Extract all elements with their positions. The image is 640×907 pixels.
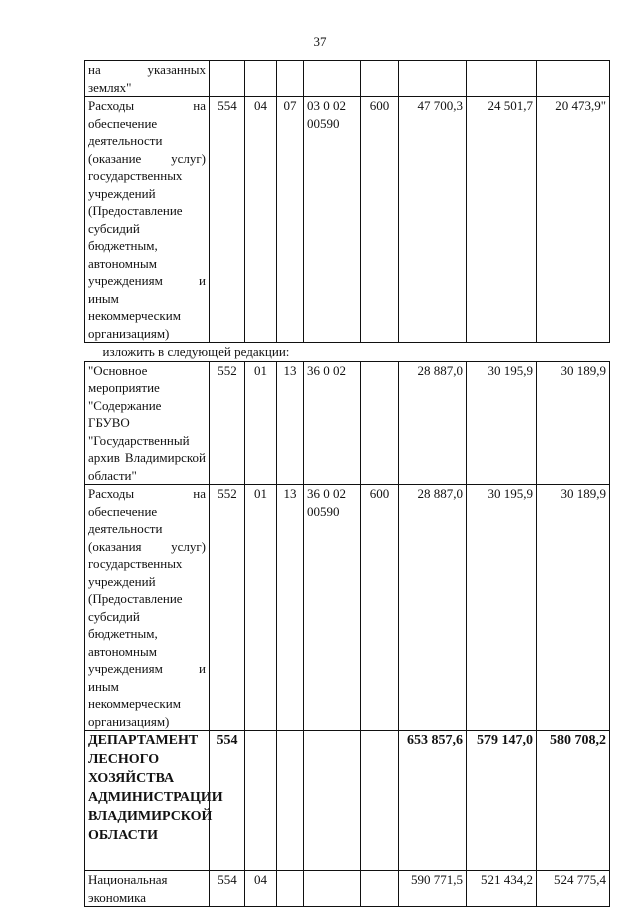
grbs-cell: 554 (210, 731, 245, 871)
year2-value: 579 147,0 (467, 731, 537, 871)
instruction-text: изложить в следующей редакции: (102, 344, 290, 359)
vr-cell: 600 (361, 97, 399, 343)
csr-cell: 36 0 02 (304, 361, 361, 485)
csr-cell (304, 871, 361, 907)
year2-value: 24 501,7 (467, 97, 537, 343)
year3-value: 30 189,9 (537, 485, 610, 731)
pr-cell (277, 871, 304, 907)
year1-value: 653 857,6 (399, 731, 467, 871)
vr-cell: 600 (361, 485, 399, 731)
row-name: "Основное мероприятие "Содержание ГБУВО "Государственный архив Владимирской области" (85, 361, 210, 485)
csr-cell: 36 0 02 00590 (304, 485, 361, 731)
row-name: Расходы на обеспечение деятельности (оказание услуг) государственных учреждений (Предоставление субсидий бюджетным, автономным учреждениям и иным некоммерческим организациям) (85, 97, 210, 343)
pr-cell: 07 (277, 97, 304, 343)
row-name: ДЕПАРТАМЕНТ ЛЕСНОГО ХОЗЯЙСТВА АДМИНИСТРАЦИИ ВЛАДИМИРСКОЙ ОБЛАСТИ (85, 731, 210, 871)
row-name: Национальная экономика (85, 871, 210, 907)
year1-value: 590 771,5 (399, 871, 467, 907)
year1-value: 28 887,0 (399, 485, 467, 731)
year3-value (537, 61, 610, 97)
csr-cell: 03 0 02 00590 (304, 97, 361, 343)
budget-table (84, 60, 610, 907)
table-row (85, 731, 610, 871)
table-row (85, 361, 610, 485)
rz-cell: 01 (245, 361, 277, 485)
rz-cell (245, 731, 277, 871)
page-number: 37 (313, 34, 327, 49)
pr-cell (277, 731, 304, 871)
vr-cell (361, 871, 399, 907)
grbs-cell (210, 61, 245, 97)
year3-value: 524 775,4 (537, 871, 610, 907)
pr-cell: 13 (277, 361, 304, 485)
table-row (85, 97, 610, 343)
instruction-row (85, 343, 610, 362)
year1-value: 47 700,3 (399, 97, 467, 343)
year2-value: 30 195,9 (467, 361, 537, 485)
rz-cell (245, 61, 277, 97)
year2-value: 30 195,9 (467, 485, 537, 731)
year3-value: 20 473,9" (537, 97, 610, 343)
grbs-cell: 554 (210, 97, 245, 343)
table-row (85, 61, 610, 97)
table-row (85, 485, 610, 731)
rz-cell: 04 (245, 871, 277, 907)
pr-cell: 13 (277, 485, 304, 731)
year3-value: 580 708,2 (537, 731, 610, 871)
year1-value: 28 887,0 (399, 361, 467, 485)
year2-value: 521 434,2 (467, 871, 537, 907)
row-name: Расходы на обеспечение деятельности (оказания услуг) государственных учреждений (Предоставление субсидий бюджетным, автономным учреждениям и иным некоммерческим организациям) (85, 485, 210, 731)
csr-cell (304, 731, 361, 871)
pr-cell (277, 61, 304, 97)
rz-cell: 01 (245, 485, 277, 731)
vr-cell (361, 61, 399, 97)
grbs-cell: 552 (210, 485, 245, 731)
grbs-cell: 554 (210, 871, 245, 907)
grbs-cell: 552 (210, 361, 245, 485)
vr-cell (361, 731, 399, 871)
vr-cell (361, 361, 399, 485)
year3-value: 30 189,9 (537, 361, 610, 485)
row-name: на указанных землях" (85, 61, 210, 97)
csr-cell (304, 61, 361, 97)
year1-value (399, 61, 467, 97)
rz-cell: 04 (245, 97, 277, 343)
year2-value (467, 61, 537, 97)
table-row (85, 871, 610, 907)
